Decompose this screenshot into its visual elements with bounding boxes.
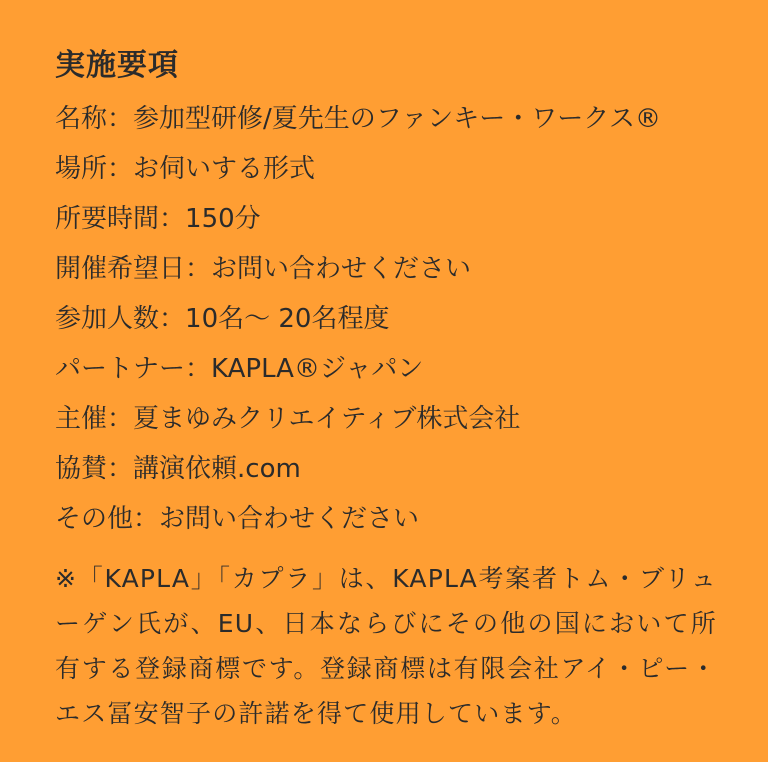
detail-row-place (55, 144, 714, 194)
detail-separator: ： (159, 304, 186, 334)
detail-value: お問い合わせください (211, 254, 472, 284)
detail-value: お伺いする形式 (133, 154, 316, 184)
detail-separator: ： (133, 504, 160, 534)
detail-value: KAPLA®ジャパン (211, 354, 424, 384)
detail-label: 所要時間 (55, 204, 160, 234)
detail-row-organizer (55, 394, 714, 444)
detail-separator: ： (107, 104, 134, 134)
detail-separator: ： (185, 354, 212, 384)
detail-label: 協賛 (55, 454, 108, 484)
detail-label: 参加人数 (55, 304, 160, 334)
detail-row-name (55, 94, 714, 144)
detail-label: 開催希望日 (55, 254, 186, 284)
detail-value: お問い合わせください (159, 504, 420, 534)
section-heading: 実施要項 (55, 48, 179, 83)
detail-value: 参加型研修/夏先生のファンキー・ワークス® (133, 104, 662, 134)
detail-label: その他 (55, 504, 134, 534)
detail-value: 夏まゆみクリエイティブ株式会社 (133, 404, 521, 434)
detail-label: 名称 (55, 104, 108, 134)
detail-row-participants (55, 294, 714, 344)
detail-row-duration (55, 194, 714, 244)
detail-separator: ： (159, 204, 186, 234)
detail-row-partner (55, 344, 714, 394)
detail-separator: ： (185, 254, 212, 284)
details-list (55, 94, 714, 544)
detail-label: パートナー (55, 354, 186, 384)
detail-row-other (55, 494, 714, 544)
detail-value: 講演依頼.com (133, 454, 301, 484)
detail-separator: ： (107, 454, 134, 484)
detail-separator: ： (107, 404, 134, 434)
detail-row-sponsor (55, 444, 714, 494)
detail-separator: ： (107, 154, 134, 184)
detail-value: 10名～ 20名程度 (185, 304, 390, 334)
detail-label: 場所 (55, 154, 108, 184)
detail-label: 主催 (55, 404, 108, 434)
detail-row-preferred-date (55, 244, 714, 294)
trademark-note: ※「KAPLA」「カプラ」は、KAPLA考案者トム・ブリューゲン氏が、EU、日本ならびにその他の国において所有する登録商標です。登録商標は有限会社アイ・ピー・エス冨安智子の許諾を得て使用しています。 (55, 564, 717, 728)
detail-value: 150分 (185, 204, 261, 234)
